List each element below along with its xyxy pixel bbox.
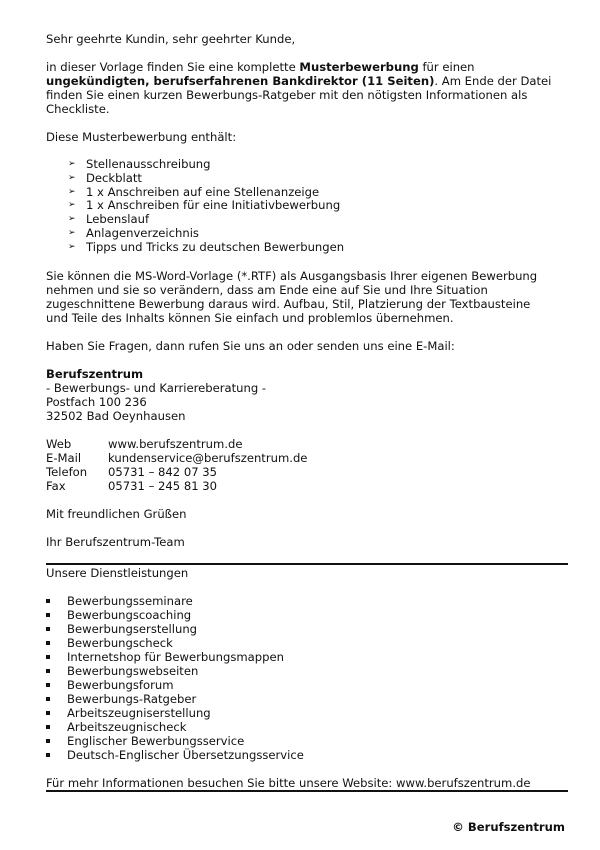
contact-value: 05731 – 245 81 30: [108, 478, 218, 493]
list-item: ➢ Lebenslauf: [68, 212, 150, 227]
more-info-line: Für mehr Informationen besuchen Sie bitte unsere Website: www.berufszentrum.de: [46, 775, 531, 790]
list-item: Arbeitszeugniserstellung: [46, 706, 554, 720]
list-item: Englischer Bewerbungsservice: [46, 734, 554, 748]
services-list: [46, 594, 554, 762]
list-item: Bewerbungserstellung: [46, 622, 554, 636]
intro-text-2: für einen: [418, 60, 475, 74]
list-item: Internetshop für Bewerbungsmappen: [46, 650, 554, 664]
list-item: Bewerbungscoaching: [46, 608, 554, 622]
divider-bottom: [46, 790, 568, 792]
square-bullet-icon: [46, 655, 50, 659]
word-template-paragraph: Sie können die MS-Word-Vorlage (*.RTF) als Ausgangsbasis Ihrer eigenen Bewerbung nehmen und sie so verändern, dass am Ende eine auf Sie und Ihre Situation zugeschnittene Bewerbung daraus wird. Aufbau, Stil, Platzierung der Textbausteine und Teile des Inhalts können Sie einfach und problemlos übernehmen.: [46, 268, 538, 325]
contact-row-fax: [46, 479, 554, 493]
list-item: ➢ 1 x Anschreiben auf eine Stellenanzeige: [68, 184, 320, 199]
contact-table: [46, 437, 554, 493]
square-bullet-icon: [46, 599, 50, 603]
arrow-bullet-icon: ➢: [68, 159, 76, 169]
square-bullet-icon: [46, 683, 50, 687]
arrow-bullet-icon: ➢: [68, 172, 76, 183]
square-bullet-icon: [46, 753, 50, 757]
arrow-bullet-icon: ➢: [68, 241, 76, 252]
arrow-bullet-icon: ➢: [68, 214, 76, 225]
intro-paragraph: [46, 60, 554, 116]
contact-label: Telefon: [46, 464, 88, 479]
contact-row-web: [46, 437, 554, 451]
arrow-bullet-icon: ➢: [68, 186, 76, 197]
contents-list: [46, 158, 554, 255]
closing: Mit freundlichen Grüßen: [46, 506, 187, 521]
services-heading: Unsere Dienstleistungen: [46, 565, 189, 580]
contact-label: Fax: [46, 478, 66, 493]
list-item: ➢ Tipps und Tricks zu deutschen Bewerbungen: [68, 239, 345, 254]
list-item: ➢ 1 x Anschreiben für eine Initiativbewerbung: [68, 198, 341, 213]
contents-heading: Diese Musterbewerbung enthält:: [46, 130, 237, 144]
square-bullet-icon: [46, 641, 50, 645]
document-page: [46, 32, 554, 792]
list-item: Bewerbungswebseiten: [46, 664, 554, 678]
square-bullet-icon: [46, 711, 50, 715]
square-bullet-icon: [46, 697, 50, 701]
contact-value[interactable]: www.berufszentrum.de: [108, 436, 243, 451]
list-item: Bewerbungs-Ratgeber: [46, 692, 554, 706]
list-item: Deutsch-Englischer Übersetzungsservice: [46, 748, 554, 762]
square-bullet-icon: [46, 613, 50, 617]
square-bullet-icon: [46, 627, 50, 631]
square-bullet-icon: [46, 669, 50, 673]
list-item: Bewerbungsforum: [46, 678, 554, 692]
square-bullet-icon: [46, 739, 50, 743]
signature: Ihr Berufszentrum-Team: [46, 534, 185, 549]
contact-label: E-Mail: [46, 450, 82, 465]
company-tagline: - Bewerbungs- und Karriereberatung -: [46, 380, 267, 395]
list-item: Bewerbungscheck: [46, 636, 554, 650]
copyright-brand: © Berufszentrum: [452, 820, 565, 834]
contact-row-email: [46, 451, 554, 465]
intro-text-1: in dieser Vorlage finden Sie eine komplette: [46, 60, 300, 74]
contact-value[interactable]: kundenservice@berufszentrum.de: [108, 450, 308, 465]
intro-bold-1: Musterbewerbung: [299, 60, 419, 74]
list-item: Arbeitszeugnischeck: [46, 720, 554, 734]
company-name: Berufszentrum: [46, 366, 144, 381]
contact-row-phone: [46, 465, 554, 479]
intro-text-3: . Am Ende der Datei finden Sie einen kurzen Bewerbungs-Ratgeber mit den nötigsten Informationen als Checkliste.: [46, 74, 552, 116]
list-item: ➢ Deckblatt: [68, 170, 142, 185]
contact-label: Web: [46, 436, 72, 451]
intro-bold-2: ungekündigten, berufserfahrenen Bankdirektor (11 Seiten): [46, 74, 435, 88]
divider-top: [46, 563, 568, 565]
square-bullet-icon: [46, 725, 50, 729]
company-city: 32502 Bad Oeynhausen: [46, 408, 186, 423]
arrow-bullet-icon: ➢: [68, 200, 76, 211]
questions-line: Haben Sie Fragen, dann rufen Sie uns an oder senden uns eine E-Mail:: [46, 338, 455, 353]
contact-value: 05731 – 842 07 35: [108, 464, 218, 479]
company-postbox: Postfach 100 236: [46, 394, 147, 409]
list-item: Bewerbungsseminare: [46, 594, 554, 608]
greeting: Sehr geehrte Kundin, sehr geehrter Kunde,: [46, 32, 296, 46]
list-item: ➢ Anlagenverzeichnis: [68, 225, 199, 240]
list-item: ➢ Stellenausschreibung: [68, 157, 211, 171]
arrow-bullet-icon: ➢: [68, 227, 76, 238]
